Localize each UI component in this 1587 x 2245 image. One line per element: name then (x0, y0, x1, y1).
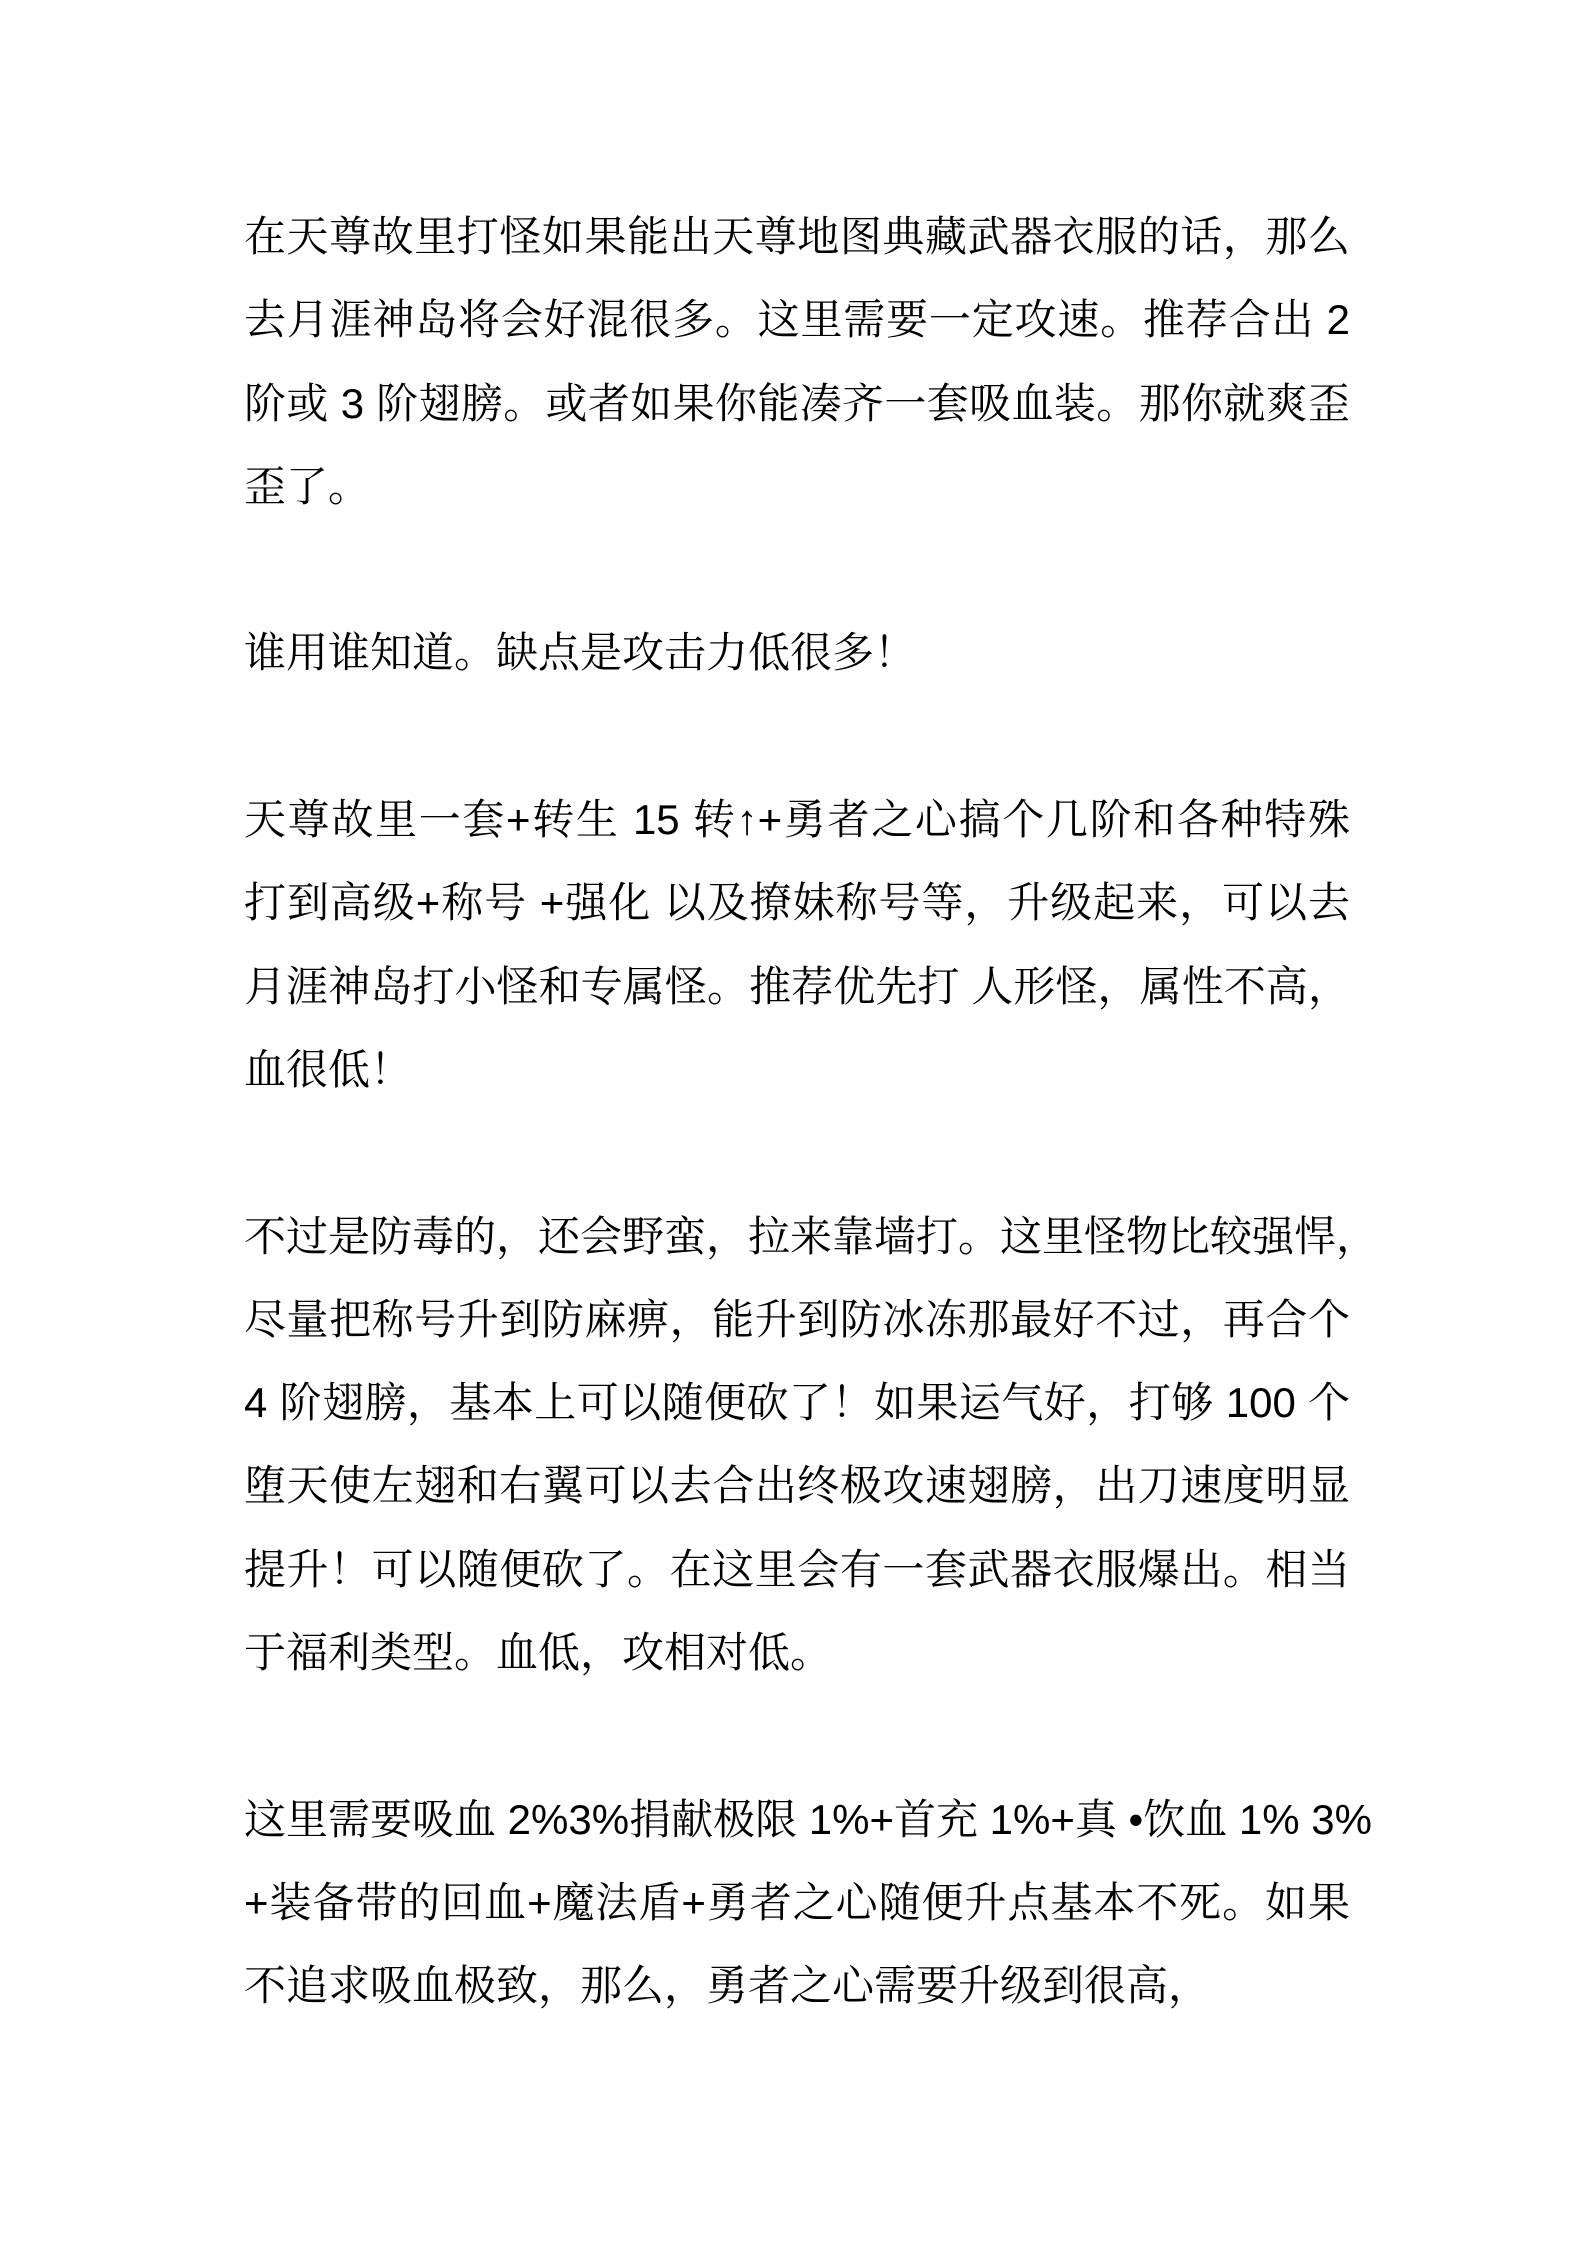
text-line: 天尊故里一套+转生 15 转↑+勇者之心搞个几阶和各种特殊 (244, 796, 1350, 844)
text-line: 不过是防毒的，还会野蛮，拉来靠墙打。这里怪物比较强悍， (244, 1212, 1379, 1260)
text-line: 在天尊故里打怪如果能出天尊地图典藏武器衣服的话，那么 (244, 213, 1350, 260)
text-line: 阶或 3 阶翅膀。或者如果你能凑齐一套吸血装。那你就爽歪 (244, 379, 1350, 427)
text-line: +装备带的回血+魔法盾+勇者之心随便升点基本不死。如果 (244, 1878, 1350, 1926)
document-body (244, 195, 1379, 2111)
paragraph (244, 1778, 1372, 2028)
text-line: 去月涯神岛将会好混很多。这里需要一定攻速。推荐合出 2 (244, 296, 1350, 344)
text-line: 不追求吸血极致，那么，勇者之心需要升级到很高， (244, 1962, 1211, 2010)
paragraph (244, 778, 1350, 1111)
text-line: 歪了。 (244, 462, 371, 510)
paragraph (244, 1195, 1379, 1695)
paragraph (244, 611, 1350, 694)
text-line: 打到高级+称号 +强化 以及撩妹称号等，升级起来，可以去 (244, 879, 1350, 927)
text-line: 尽量把称号升到防麻痹，能升到防冰冻那最好不过，再合个 (244, 1295, 1350, 1343)
text-line: 于福利类型。血低，攻相对低。 (244, 1629, 833, 1677)
text-line: 血很低！ (244, 1045, 413, 1093)
text-line: 谁用谁知道。缺点是攻击力低很多！ (244, 629, 917, 677)
text-line: 月涯神岛打小怪和专属怪。推荐优先打 人形怪，属性不高， (244, 962, 1350, 1010)
text-line: 4 阶翅膀，基本上可以随便砍了！如果运气好，打够 100 个 (244, 1379, 1350, 1427)
text-line: 堕天使左翅和右翼可以去合出终极攻速翅膀，出刀速度明显 (244, 1462, 1350, 1510)
paragraph (244, 195, 1350, 528)
text-line: 这里需要吸血 2%3%捐献极限 1%+首充 1%+真 •饮血 1% 3% (244, 1795, 1372, 1843)
text-line: 提升！可以随便砍了。在这里会有一套武器衣服爆出。相当 (244, 1545, 1350, 1593)
